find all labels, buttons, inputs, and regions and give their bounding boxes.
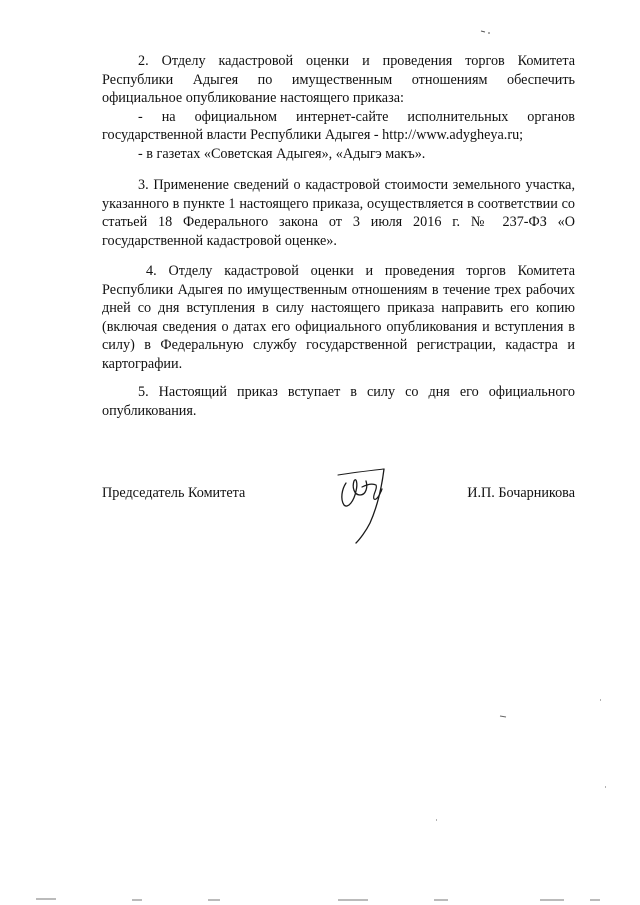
paragraph-2-item-newspapers: - в газетах «Советская Адыгея», «Адыгэ макъ». [138, 145, 426, 162]
paragraph-3-text: 3. Применение сведений о кадастровой стоимости земельного участка, указанного в пункте 1 настоящего приказа, осуществляется в соответствии со статьей 18 Федерального закона от 3 июля 2016 г. № 237-ФЗ «О государственной кадастровой оценке». [102, 177, 575, 249]
signer-name: И.П. Бочарникова [467, 485, 575, 501]
paragraph-3 [102, 176, 575, 250]
paragraph-5 [102, 383, 575, 420]
paragraph-4 [102, 262, 575, 373]
handwritten-signature [332, 465, 402, 545]
paragraph-2 [102, 52, 575, 163]
paragraph-5-text: 5. Настоящий приказ вступает в силу со дня его официального опубликования. [102, 384, 575, 419]
paragraph-2-main: 2. Отделу кадастровой оценки и проведения торгов Комитета Республики Адыгея по имущественным отношениям обеспечить официальное опубликование настоящего приказа: [102, 53, 575, 106]
paragraph-2-item-website: - на официальном интернет-сайте исполнительных органов государственной власти Республики Адыгея - http://www.adygheya.ru; [102, 108, 575, 143]
paragraph-4-text: 4. Отделу кадастровой оценки и проведения торгов Комитета Республики Адыгея по имущественным отношениям в течение трех рабочих дней со дня вступления в силу настоящего приказа направить его копию (включая сведения о датах его официального опубликования и вступления в силу) в Федеральную службу государственной регистрации, кадастра и картографии. [102, 263, 575, 372]
signature-block [102, 485, 575, 545]
signer-position: Председатель Комитета [102, 485, 246, 501]
